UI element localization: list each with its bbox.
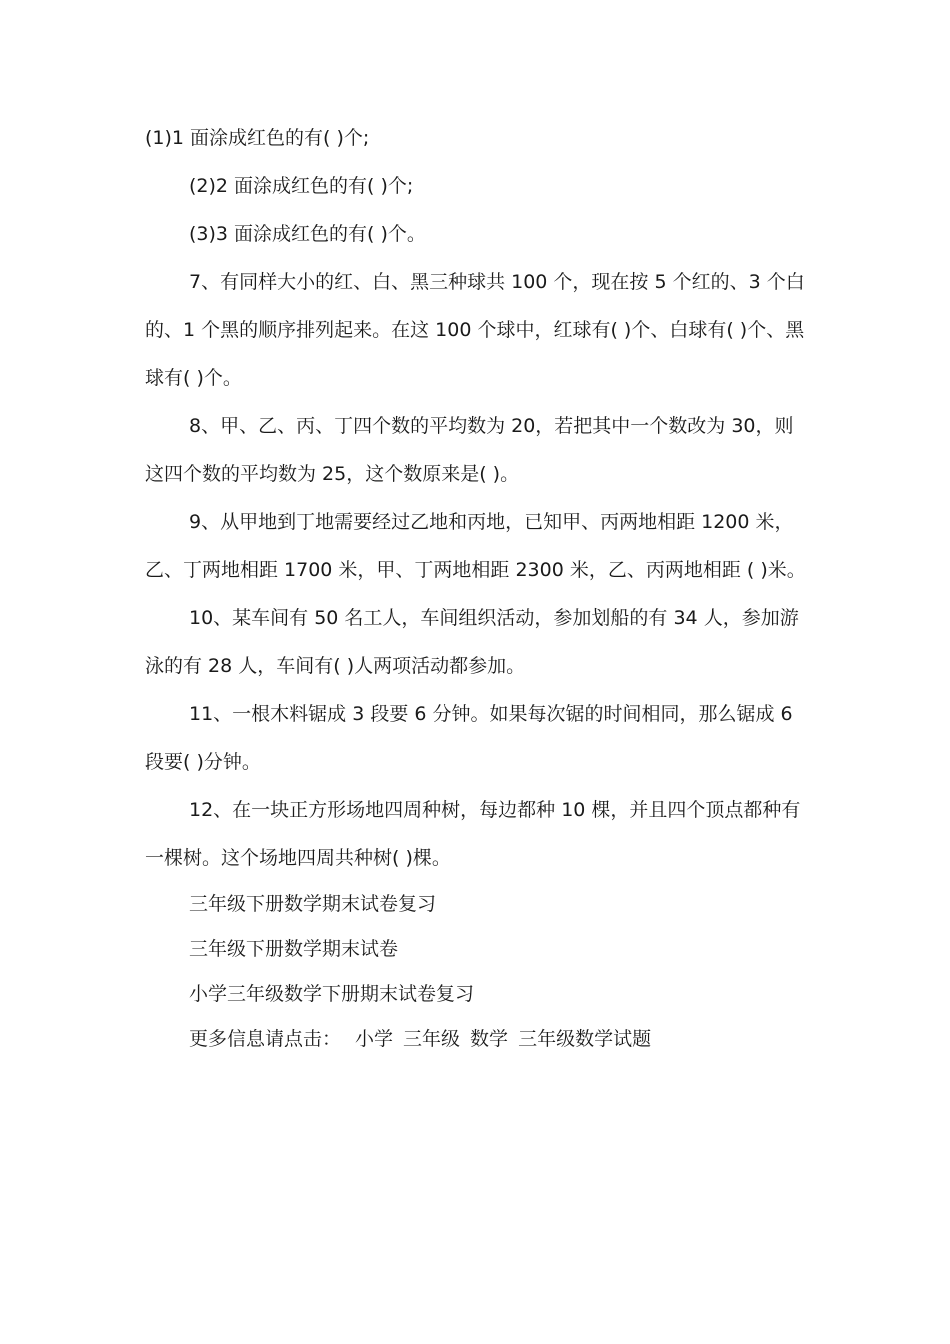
related-link-1[interactable]: 三年级下册数学期末试卷复习 bbox=[189, 893, 437, 915]
tag-link-primary-school[interactable]: 小学 bbox=[355, 1028, 394, 1050]
question-6-part-1: (1)1 面涂成红色的有( )个; bbox=[145, 127, 370, 149]
related-link-item bbox=[145, 972, 807, 1017]
related-link-item bbox=[145, 927, 807, 972]
related-link-item bbox=[145, 882, 807, 927]
related-links bbox=[145, 882, 807, 1062]
question-10: 10、某车间有 50 名工人，车间组织活动，参加划船的有 34 人，参加游泳的有 28 人，车间有( )人两项活动都参加。 bbox=[145, 607, 799, 677]
tag-link-grade-three[interactable]: 三年级 bbox=[403, 1028, 461, 1050]
question-7: 7、有同样大小的红、白、黑三种球共 100 个，现在按 5 个红的、3 个白的、1 个黑的顺序排列起来。在这 100 个球中，红球有( )个、白球有( )个、黑球有( )个。 bbox=[145, 271, 805, 389]
question-11: 11、一根木料锯成 3 段要 6 分钟。如果每次锯的时间相同，那么锯成 6 段要( )分钟。 bbox=[145, 703, 793, 773]
question-6-part-2: (2)2 面涂成红色的有( )个; bbox=[189, 175, 414, 197]
question-8: 8、甲、乙、丙、丁四个数的平均数为 20，若把其中一个数改为 30，则这四个数的平均数为 25，这个数原来是( )。 bbox=[145, 415, 794, 485]
more-info-label: 更多信息请点击： bbox=[189, 1028, 342, 1050]
document-body bbox=[145, 114, 807, 1062]
question-12: 12、在一块正方形场地四周种树，每边都种 10 棵，并且四个顶点都种有一棵树。这个场地四周共种树( )棵。 bbox=[145, 799, 801, 869]
related-link-2[interactable]: 三年级下册数学期末试卷 bbox=[189, 938, 399, 960]
question-6-part-3: (3)3 面涂成红色的有( )个。 bbox=[189, 223, 426, 245]
tag-link-math[interactable]: 数学 bbox=[470, 1028, 509, 1050]
more-info-line bbox=[145, 1017, 807, 1062]
question-9: 9、从甲地到丁地需要经过乙地和丙地，已知甲、丙两地相距 1200 米，乙、丁两地相距 1700 米，甲、丁两地相距 2300 米，乙、丙两地相距 ( )米。 bbox=[145, 511, 806, 581]
related-link-3[interactable]: 小学三年级数学下册期末试卷复习 bbox=[189, 983, 475, 1005]
tag-link-grade-three-math-tests[interactable]: 三年级数学试题 bbox=[518, 1028, 652, 1050]
